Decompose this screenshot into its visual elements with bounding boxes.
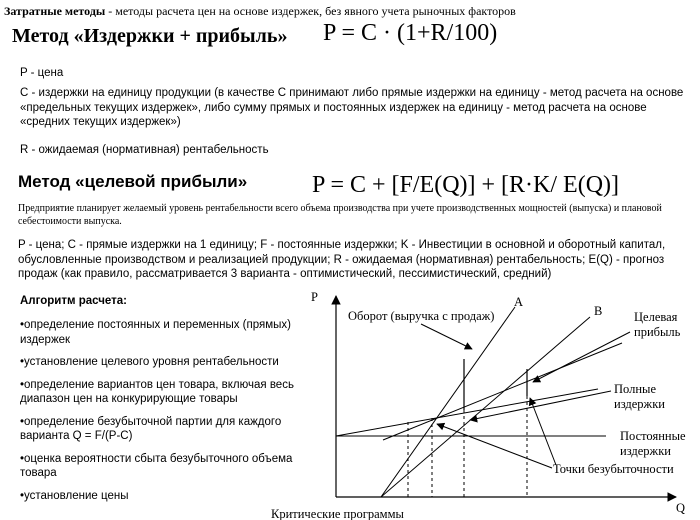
target-profit-arrow [533, 332, 630, 382]
revenue-line-a [381, 307, 515, 497]
header-definition: - методы расчета цен на основе издержек, без явного учета рыночных факторов [105, 4, 516, 18]
line-label-a: A [514, 295, 524, 309]
line-label-b: B [594, 304, 603, 318]
fixed-costs-annotation-1: Постоянные [620, 429, 686, 443]
breakeven-arrow-1 [437, 424, 552, 468]
total-costs-annotation-1: Полные [614, 382, 656, 396]
x-axis-label: Q [676, 501, 686, 515]
total-costs-arrow [470, 391, 611, 420]
method1-title: Метод «Издержки + прибыль» [12, 25, 288, 47]
y-axis-label: P [311, 290, 318, 304]
method1-def-r: R - ожидаемая (нормативная) рентабельность [20, 144, 269, 156]
algorithm-title: Алгоритм расчета: [20, 295, 127, 307]
header-term: Затратные методы [4, 4, 106, 18]
method1-formula: P = C · (1+R/100) [323, 20, 498, 46]
breakeven-arrow-2 [530, 398, 556, 465]
algorithm-step-1: •определение постоянных и переменных (прямых) издержек [20, 319, 291, 346]
target-profit-annotation-2: прибыль [634, 325, 681, 339]
target-profit-annotation-1: Целевая [634, 310, 678, 324]
algorithm-step-4: •определение безубыточной партии для каждого варианта Q = F/(P-C) [20, 415, 282, 442]
algorithm-step-2: •установление целевого уровня рентабельности [20, 356, 279, 368]
breakeven-annotation: Точки безубыточности [553, 462, 674, 476]
total-costs-line [336, 389, 598, 436]
revenue-annotation: Оборот (выручка с продаж) [348, 309, 495, 323]
method1-def-p: P - цена [20, 67, 64, 79]
method2-defs: P - цена; C - прямые издержки на 1 единицу; F - постоянные издержки; K - Инвестиции в основной и оборотный капитал, обусловленные производством и реализацией продукции; R - ожидаемая (нормативная) рентабельность; E(Q) - прогноз продаж (как правило, рассматривается 3 варианта - оптимистический, пессимистический, средний) [18, 239, 666, 280]
method1-def-c: С - издержки на единицу продукции (в качестве С принимают либо прямые издержки на единицу - метод расчета на основе «предельных текущих издержек», либо сумму прямых и постоянных издержек на единицу - метод расчета на основе «средних текущих издержек») [20, 87, 684, 128]
revenue-arrow [421, 324, 472, 349]
total-costs-annotation-2: издержки [614, 397, 665, 411]
critical-programs-annotation: Критические программы [271, 507, 404, 520]
algorithm-step-6: •установление цены [20, 489, 129, 502]
algorithm-step-3: •определение вариантов цен товара, включая весь диапазон цен на конкурирующие товары [20, 378, 294, 405]
method2-note: Предприятие планирует желаемый уровень рентабельности всего объема производства при учете производственных мощностей (выпуска) и плановой себестоимости выпуска. [18, 203, 662, 227]
fixed-costs-annotation-2: издержки [620, 444, 671, 458]
method2-title: Метод «целевой прибыли» [18, 172, 248, 191]
method2-formula: P = C + [F/E(Q)] + [R·K/ E(Q)] [312, 172, 620, 198]
algorithm-step-5: •оценка вероятности сбыта безубыточного объема товара [20, 452, 293, 479]
